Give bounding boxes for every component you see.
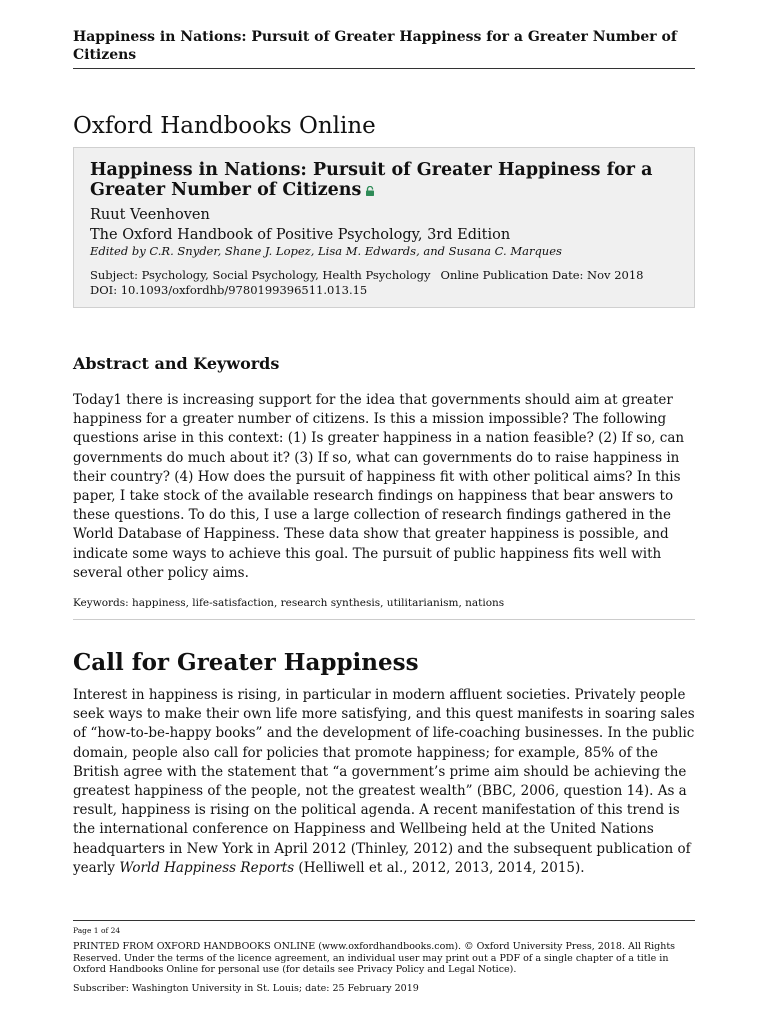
- keywords-line: Keywords: happiness, life-satisfaction, research synthesis, utilitarianism, nations: [73, 597, 505, 609]
- footer-divider: [73, 920, 695, 921]
- keywords-divider: [73, 619, 695, 620]
- doi-line: DOI: 10.1093/oxfordhb/9780199396511.013.15: [90, 283, 368, 297]
- chapter-title-text: Happiness in Nations: Pursuit of Greater Happiness for a Greater Number of Citizens: [90, 160, 653, 200]
- abstract-heading: Abstract and Keywords: [73, 354, 280, 373]
- copyright-notice: PRINTED FROM OXFORD HANDBOOKS ONLINE (www.oxfordhandbooks.com). © Oxford University Press, 2018. All Rights Reserved. Under the terms of the licence agreement, an individual user may print out a PDF of a single chapter of a title in Oxford Handbooks Online for personal use (for details see Privacy Policy and Legal Notice).: [73, 941, 676, 975]
- subject-line: Subject: Psychology, Social Psychology, Health Psychology: [90, 268, 431, 282]
- book-title: The Oxford Handbook of Positive Psychology, 3rd Edition: [90, 227, 511, 243]
- section-text-end: (Helliwell et al., 2012, 2013, 2014, 2015).: [294, 859, 585, 876]
- abstract-text: Today1 there is increasing support for the idea that governments should aim at greater happiness for a greater number of citizens. Is this a mission impossible? The following questions arise in this context: (1) Is greater happiness in a nation feasible? (2) If so, can governments do much about it? (3) If so, what can governments do to raise happiness in their country? (4) How does the pursuit of happiness fit with other political aims? In this paper, I take stock of the available research findings on happiness that bear answers to these questions. To do this, I use a large collection of research findings gathered in the World Database of Happiness. These data show that greater happiness is possible, and indicate some ways to achieve this goal. The pursuit of public happiness fits well with several other policy aims.: [73, 392, 685, 581]
- section-text-main: Interest in happiness is rising, in particular in modern affluent societies. Privately people seek ways to make their own life more satisfying, and this quest manifests in soaring sales of “how-to-be-happy books” and the development of life-coaching businesses. In the public domain, people also call for policies that promote happiness; for example, 85% of the British agree with the statement that “a government’s prime aim should be achieving the greatest happiness of the people, not the greatest wealth” (BBC, 2006, question 14). As a result, happiness is rising on the political agenda. A recent manifestation of this trend is the international conference on Happiness and Wellbeing held at the United Nations headquarters in New York in April 2012 (Thinley, 2012) and the subsequent publication of yearly: [73, 687, 695, 876]
- chapter-title: [90, 160, 678, 200]
- page-number: Page 1 of 24: [73, 926, 121, 935]
- section-paragraph: [73, 686, 695, 878]
- open-lock-icon: [365, 186, 375, 196]
- report-title-italic: World Happiness Reports: [119, 859, 295, 876]
- header-divider: [73, 68, 695, 69]
- metadata-block: [90, 268, 678, 298]
- running-head: Happiness in Nations: Pursuit of Greater Happiness for a Greater Number of Citizens: [73, 29, 677, 63]
- section-heading: Call for Greater Happiness: [73, 649, 419, 676]
- site-brand: Oxford Handbooks Online: [73, 113, 376, 139]
- author-name: Ruut Veenhoven: [90, 207, 210, 223]
- editors-line: Edited by C.R. Snyder, Shane J. Lopez, Lisa M. Edwards, and Susana C. Marques: [90, 244, 562, 258]
- chapter-info-box: [73, 147, 695, 308]
- subscriber-line: Subscriber: Washington University in St. Louis; date: 25 February 2019: [73, 983, 419, 994]
- publication-date: Online Publication Date: Nov 2018: [440, 268, 644, 282]
